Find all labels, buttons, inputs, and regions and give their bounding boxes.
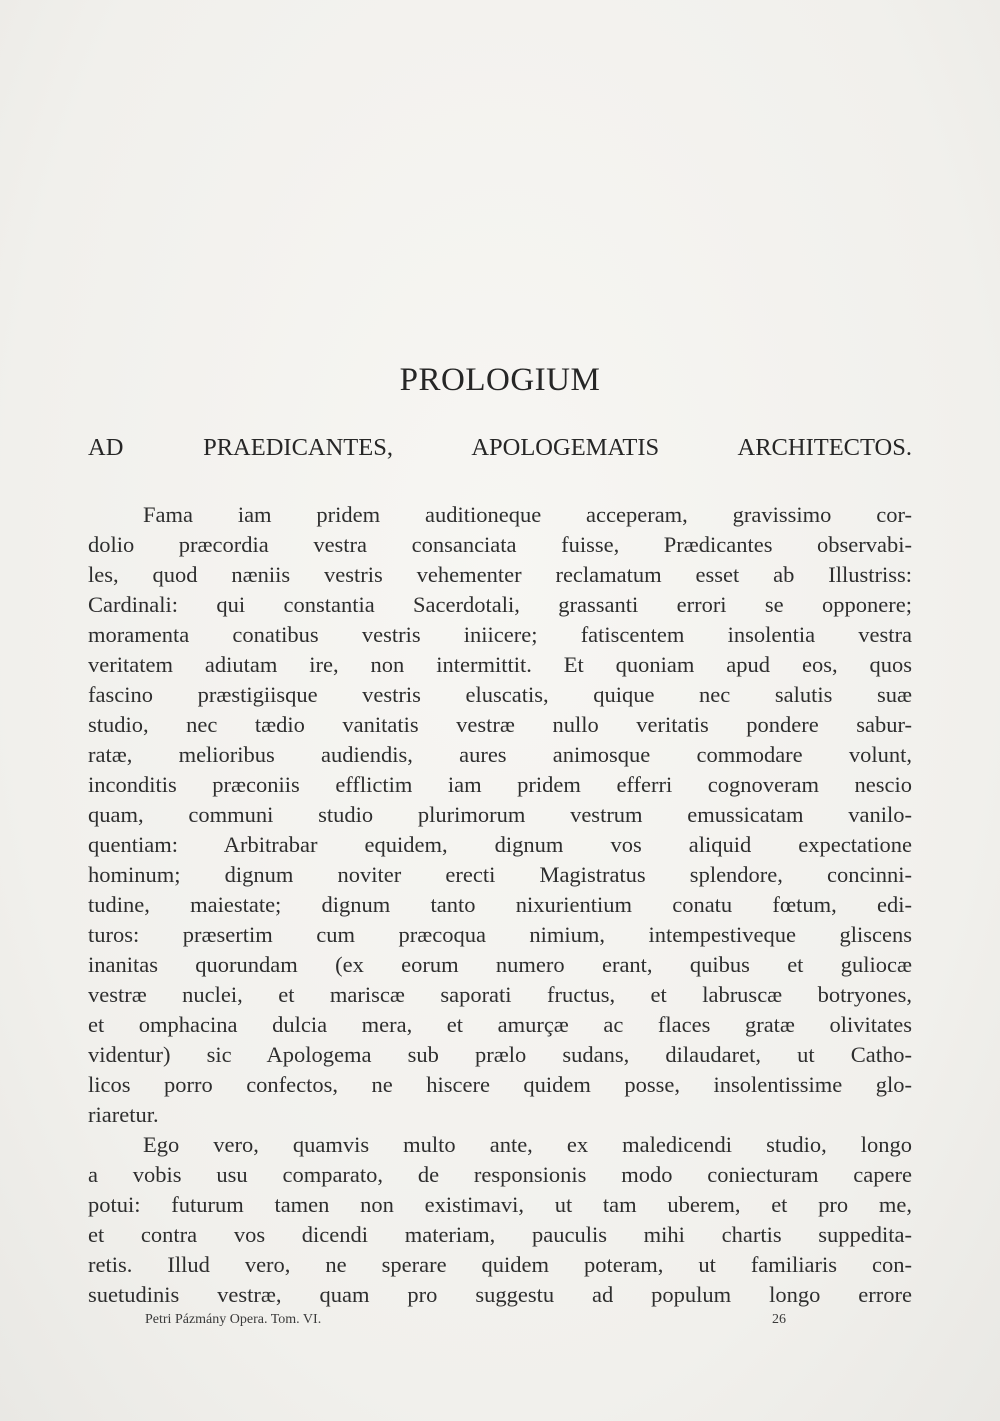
- text-line: retis. Illud vero, ne sperare quidem poteram, ut familiaris con-: [88, 1252, 912, 1277]
- body-text: [88, 500, 912, 1310]
- paragraph-2: [88, 1130, 912, 1310]
- text-line: Fama iam pridem auditioneque acceperam, gravissimo cor-: [143, 502, 912, 527]
- page-number: 26: [772, 1312, 786, 1327]
- text-line: et omphacina dulcia mera, et amurçæ ac flaces gratæ olivitates: [88, 1012, 912, 1037]
- text-line: fascino præstigiisque vestris eluscatis, quique nec salutis suæ: [88, 682, 912, 707]
- text-line: a vobis usu comparato, de responsionis modo coniecturam capere: [88, 1162, 912, 1187]
- text-line: et contra vos dicendi materiam, pauculis mihi chartis suppedita-: [88, 1222, 912, 1247]
- page-subtitle: AD PRAEDICANTES, APOLOGEMATIS ARCHITECTOS.: [88, 434, 912, 461]
- text-line: licos porro confectos, ne hiscere quidem posse, insolentissime glo-: [88, 1072, 912, 1097]
- text-line: vestræ nuclei, et mariscæ saporati fructus, et labruscæ botryones,: [88, 982, 912, 1007]
- text-line: videntur) sic Apologema sub prælo sudans, dilaudaret, ut Catho-: [88, 1042, 912, 1067]
- text-line: studio, nec tædio vanitatis vestræ nullo veritatis pondere sabur-: [88, 712, 912, 737]
- text-line: inconditis præconiis efflictim iam pridem efferri cognoveram nescio: [88, 772, 912, 797]
- text-line: suetudinis vestræ, quam pro suggestu ad populum longo errore: [88, 1282, 912, 1307]
- text-line: tudine, maiestate; dignum tanto nixurientium conatu fœtum, edi-: [88, 892, 912, 917]
- text-line: hominum; dignum noviter erecti Magistratus splendore, concinni-: [88, 862, 912, 887]
- text-line: quam, communi studio plurimorum vestrum emussicatam vanilo-: [88, 802, 912, 827]
- text-line: les, quod næniis vestris vehementer reclamatum esset ab Illustriss:: [88, 562, 912, 587]
- text-line: turos: præsertim cum præcoqua nimium, intempestiveque gliscens: [88, 922, 912, 947]
- text-line: Cardinali: qui constantia Sacerdotali, grassanti errori se opponere;: [88, 592, 912, 617]
- text-line: ratæ, melioribus audiendis, aures animosque commodare volunt,: [88, 742, 912, 767]
- footer-citation: Petri Pázmány Opera. Tom. VI.: [145, 1312, 322, 1327]
- text-line: quentiam: Arbitrabar equidem, dignum vos aliquid expectatione: [88, 832, 912, 857]
- text-line: moramenta conatibus vestris iniicere; fatiscentem insolentia vestra: [88, 622, 912, 647]
- text-line: Ego vero, quamvis multo ante, ex maledicendi studio, longo: [143, 1132, 912, 1157]
- text-line: potui: futurum tamen non existimavi, ut tam uberem, et pro me,: [88, 1192, 912, 1217]
- paragraph-1: [88, 500, 912, 1130]
- text-line: inanitas quorundam (ex eorum numero erant, quibus et guliocæ: [88, 952, 912, 977]
- text-line: veritatem adiutam ire, non intermittit. Et quoniam apud eos, quos: [88, 652, 912, 677]
- text-line: dolio præcordia vestra consanciata fuisse, Prædicantes observabi-: [88, 532, 912, 557]
- page-title: PROLOGIUM: [399, 362, 601, 398]
- text-line: riaretur.: [88, 1102, 159, 1127]
